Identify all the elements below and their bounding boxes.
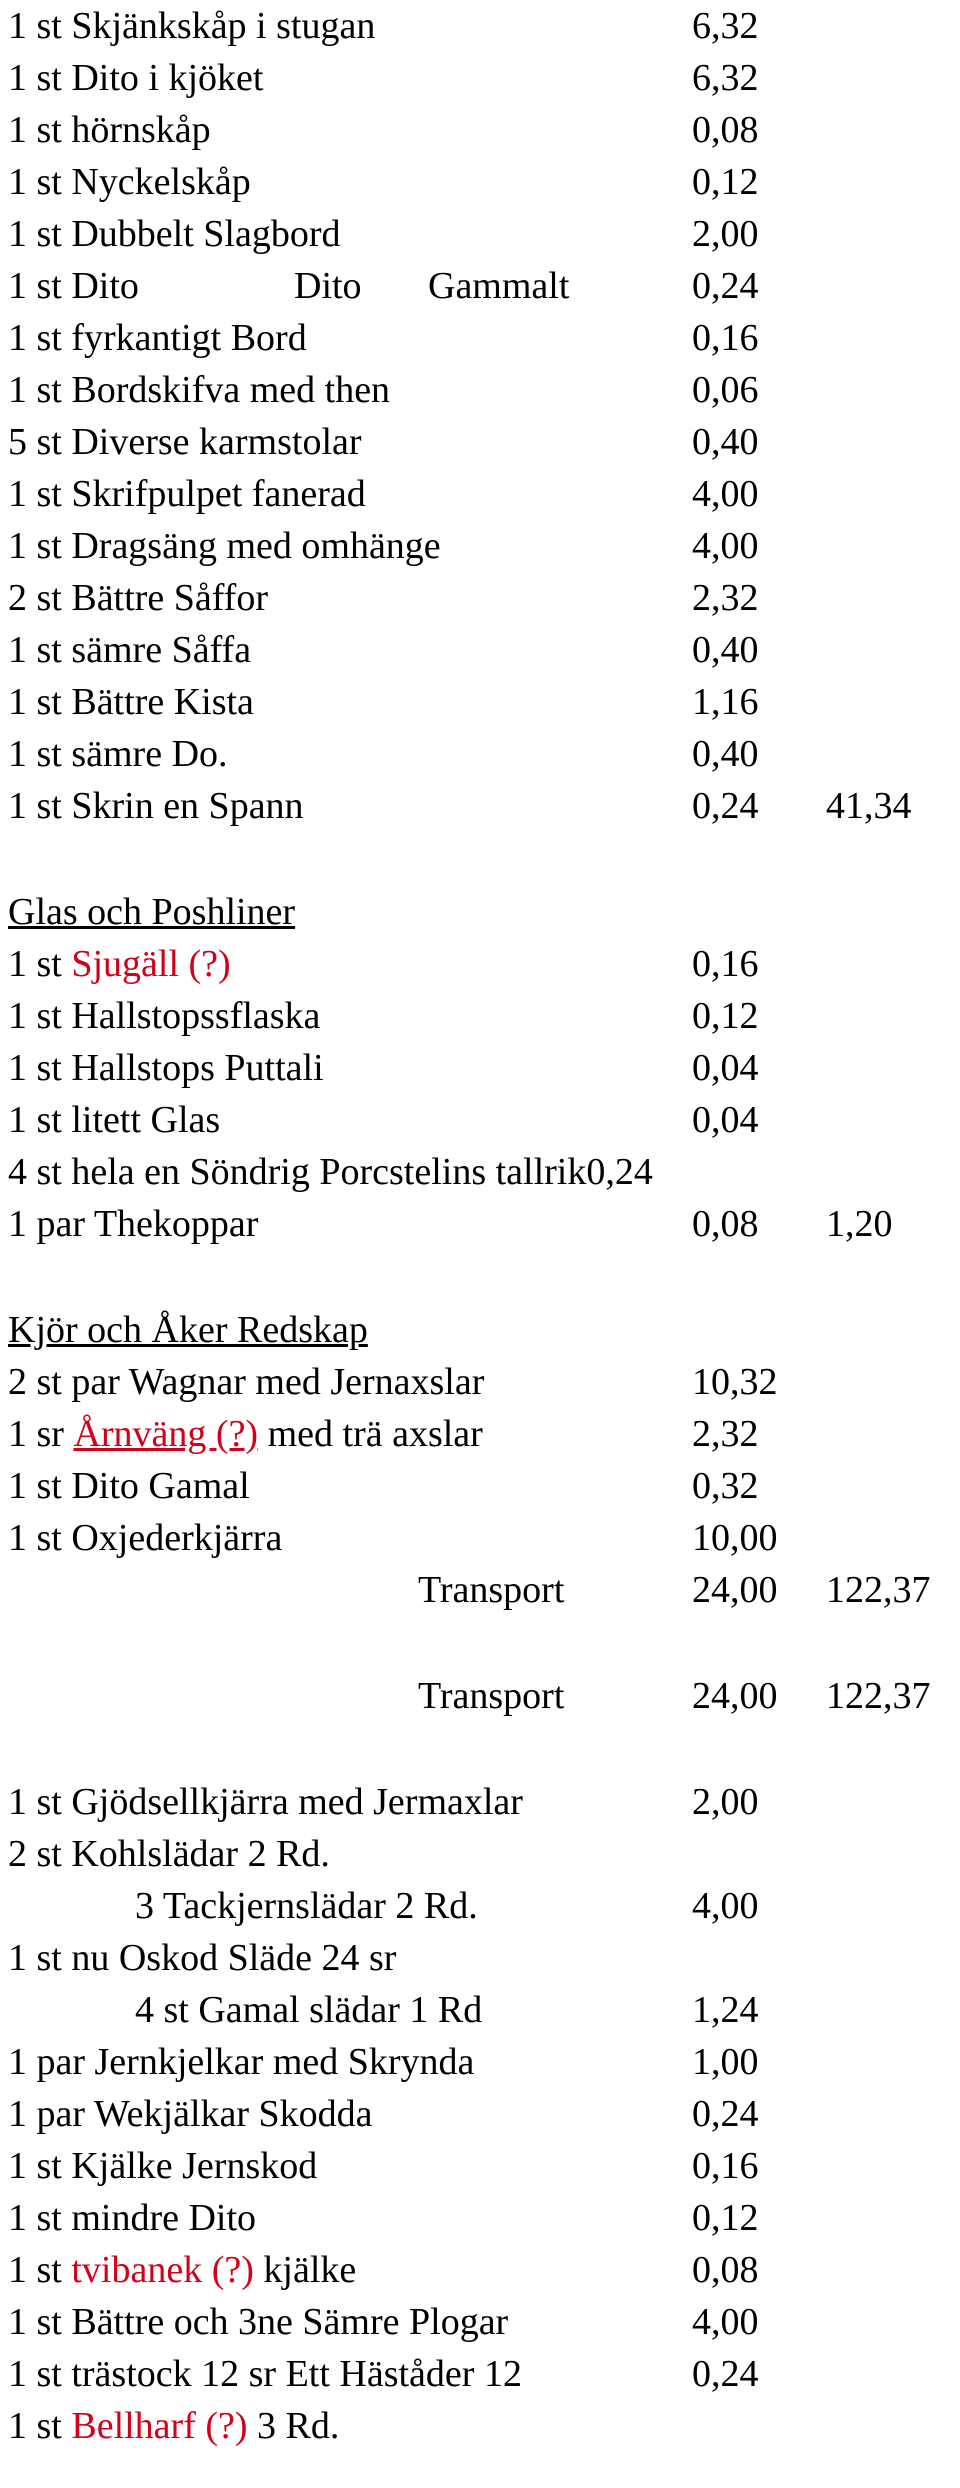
item-qualifier: Gammalt (428, 265, 570, 307)
item-suffix: 3 Rd. (247, 2405, 340, 2447)
inventory-row (8, 52, 958, 104)
inventory-row (8, 1984, 958, 2036)
section-total: 122,37 (826, 1569, 931, 1611)
section-heading (8, 1304, 958, 1356)
item-description: 1 par Wekjälkar Skodda (8, 2093, 373, 2135)
uncertain-word: Sjugäll (?) (71, 943, 231, 985)
inventory-row (8, 2296, 958, 2348)
inventory-row (8, 1670, 958, 1722)
inventory-row (8, 1564, 958, 1616)
transport-label: Transport (418, 1675, 565, 1717)
item-description: 2 st Bättre Såffor (8, 577, 268, 619)
item-description: 1 st Bordskifva med then (8, 369, 391, 411)
item-description: 1 st nu Oskod Släde 24 sr (8, 1937, 397, 1979)
item-description: 1 st mindre Dito (8, 2197, 257, 2239)
item-value: 0,24 (692, 785, 759, 827)
section-heading-text: Glas och Poshliner (8, 891, 296, 933)
item-prefix: 1 st (8, 2405, 72, 2447)
inventory-row (8, 260, 958, 312)
item-value: 0,40 (692, 421, 759, 463)
inventory-row (8, 1356, 958, 1408)
section-total: 122,37 (826, 1675, 931, 1717)
item-description-indented: 3 Tackjernslädar 2 Rd. (135, 1885, 478, 1927)
item-prefix: 1 st (8, 2249, 72, 2291)
item-value: 1,24 (692, 1989, 759, 2031)
item-value: 0,12 (692, 161, 759, 203)
item-prefix: 1 st (8, 943, 72, 985)
inventory-row (8, 780, 958, 832)
item-value: 1,00 (692, 2041, 759, 2083)
inventory-row (8, 1146, 958, 1198)
inventory-row (8, 1094, 958, 1146)
inventory-row (8, 2192, 958, 2244)
item-description: 1 st Gjödsellkjärra med Jermaxlar (8, 1781, 523, 1823)
inventory-row (8, 2244, 958, 2296)
item-description: 2 st par Wagnar med Jernaxslar (8, 1361, 485, 1403)
item-ditto: Dito (294, 265, 362, 307)
inventory-row (8, 938, 958, 990)
inventory-row (8, 0, 958, 52)
item-value: 0,16 (692, 943, 759, 985)
item-description: 1 st Dito Gamal (8, 1465, 250, 1507)
inventory-row (8, 1198, 958, 1250)
item-value: 10,00 (692, 1517, 778, 1559)
item-value: 4,00 (692, 473, 759, 515)
item-description (8, 2400, 339, 2452)
inventory-row (8, 1408, 958, 1460)
inventory-row (8, 416, 958, 468)
item-description: 1 par Thekoppar (8, 1203, 259, 1245)
item-description (8, 2244, 356, 2296)
item-value: 0,32 (692, 1465, 759, 1507)
section-total: 41,34 (826, 785, 912, 827)
item-value: 2,00 (692, 1781, 759, 1823)
item-value: 0,12 (692, 995, 759, 1037)
item-value: 0,40 (692, 629, 759, 671)
item-description: 1 st Dito i kjöket (8, 57, 264, 99)
item-description: 1 st Dubbelt Slagbord (8, 213, 341, 255)
item-description: 1 st Dito (8, 265, 139, 307)
inventory-row (8, 676, 958, 728)
item-value: 24,00 (692, 1569, 778, 1611)
item-description: 1 st Skjänkskåp i stugan (8, 5, 376, 47)
inventory-row (8, 208, 958, 260)
item-value: 0,24 (692, 2353, 759, 2395)
item-description: 1 st Kjälke Jernskod (8, 2145, 318, 2187)
item-description: 1 st Skrifpulpet fanerad (8, 473, 366, 515)
item-description: 1 st Hallstops Puttali (8, 1047, 324, 1089)
item-description: 1 st Dragsäng med omhänge (8, 525, 441, 567)
item-description: 5 st Diverse karmstolar (8, 421, 362, 463)
inventory-row (8, 1828, 958, 1880)
inventory-row (8, 1460, 958, 1512)
item-value: 2,32 (692, 577, 759, 619)
item-value: 0,40 (692, 733, 759, 775)
item-value: 2,32 (692, 1413, 759, 1455)
item-description: 2 st Kohlslädar 2 Rd. (8, 1833, 330, 1875)
item-description: 1 st Bättre och 3ne Sämre Plogar (8, 2301, 509, 2343)
item-value: 0,04 (692, 1099, 759, 1141)
inventory-row (8, 1042, 958, 1094)
item-description: 1 par Jernkjelkar med Skrynda (8, 2041, 475, 2083)
item-suffix: med trä axslar (258, 1413, 483, 1455)
inventory-row (8, 990, 958, 1042)
item-value: 0,08 (692, 2249, 759, 2291)
uncertain-word: Bellharf (?) (71, 2405, 248, 2447)
item-value: 24,00 (692, 1675, 778, 1717)
item-value: 0,04 (692, 1047, 759, 1089)
item-description: 1 st Oxjederkjärra (8, 1517, 283, 1559)
inventory-row (8, 2400, 958, 2452)
inventory-row (8, 156, 958, 208)
item-value: 0,08 (692, 1203, 759, 1245)
item-value: 1,16 (692, 681, 759, 723)
item-description: 1 st sämre Såffa (8, 629, 252, 671)
item-value: 10,32 (692, 1361, 778, 1403)
inventory-row (8, 312, 958, 364)
item-value: 0,16 (692, 317, 759, 359)
item-description: 4 st hela en Söndrig Porcstelins tallrik0,24 (8, 1151, 653, 1193)
item-value: 4,00 (692, 1885, 759, 1927)
inventory-row (8, 1512, 958, 1564)
item-value: 0,24 (692, 265, 759, 307)
item-value: 0,16 (692, 2145, 759, 2187)
item-value: 6,32 (692, 5, 759, 47)
section-heading-text: Kjör och Åker Redskap (8, 1309, 368, 1351)
inventory-row (8, 1932, 958, 1984)
item-prefix: 1 sr (8, 1413, 74, 1455)
item-value: 4,00 (692, 525, 759, 567)
item-suffix: kjälke (253, 2249, 357, 2291)
item-value: 0,12 (692, 2197, 759, 2239)
item-value: 0,08 (692, 109, 759, 151)
inventory-row (8, 2140, 958, 2192)
item-value: 2,00 (692, 213, 759, 255)
inventory-row (8, 1776, 958, 1828)
item-description: 1 st Hallstopssflaska (8, 995, 321, 1037)
inventory-row (8, 364, 958, 416)
section-total: 1,20 (826, 1203, 893, 1245)
item-value: 4,00 (692, 2301, 759, 2343)
item-description: 1 st Nyckelskåp (8, 161, 251, 203)
inventory-row (8, 2036, 958, 2088)
inventory-row (8, 624, 958, 676)
item-description: 1 st litett Glas (8, 1099, 221, 1141)
item-value: 0,24 (692, 2093, 759, 2135)
section-heading (8, 886, 958, 938)
item-description (8, 938, 231, 990)
item-description: 1 st trästock 12 sr Ett Häståder 12 (8, 2353, 522, 2395)
item-description-indented: 4 st Gamal slädar 1 Rd (135, 1989, 483, 2031)
inventory-row (8, 1880, 958, 1932)
inventory-row (8, 520, 958, 572)
inventory-row (8, 2088, 958, 2140)
inventory-row (8, 2348, 958, 2400)
item-description: 1 st Bättre Kista (8, 681, 254, 723)
inventory-row (8, 468, 958, 520)
transport-label: Transport (418, 1569, 565, 1611)
item-description: 1 st fyrkantigt Bord (8, 317, 307, 359)
inventory-row (8, 728, 958, 780)
item-description (8, 1408, 483, 1460)
item-value: 0,06 (692, 369, 759, 411)
item-value: 6,32 (692, 57, 759, 99)
uncertain-word: tvibanek (?) (71, 2249, 254, 2291)
inventory-row (8, 104, 958, 156)
item-description: 1 st Skrin en Spann (8, 785, 304, 827)
inventory-row (8, 572, 958, 624)
item-description: 1 st hörnskåp (8, 109, 211, 151)
uncertain-word: Årnväng (?) (73, 1413, 259, 1455)
item-description: 1 st sämre Do. (8, 733, 228, 775)
